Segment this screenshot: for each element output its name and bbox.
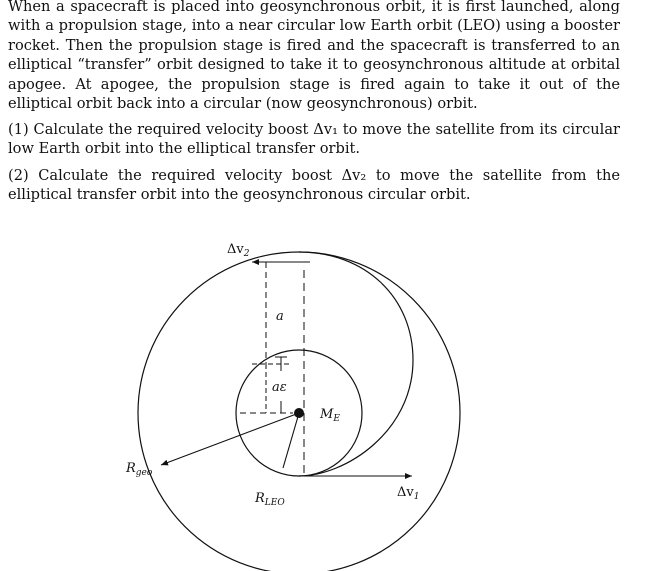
problem-intro: When a spacecraft is placed into geosynchronous orbit, it is first launched, along with a propulsion stage, into a near circular low Earth orbit (LEO) using a booster rocket. Then the propulsion stage is fired and the spacecraft is transferred to an elliptical “transfer” orbit designed to take it to geosynchronous altitude at orbital apogee. At apogee, the propulsion stage is fired again to take it out of the elliptical orbit back into a circular (now geosynchronous) orbit. bbox=[8, 0, 620, 113]
transfer-ellipse bbox=[299, 252, 413, 476]
rleo-label: $R_{LEO}$ bbox=[255, 491, 285, 508]
question-1: (1) Calculate the required velocity boost Δv₁ to move the satellite from its circular low Earth orbit into the elliptical transfer orbit. bbox=[8, 121, 620, 158]
me-label: $M_E$ bbox=[320, 407, 340, 424]
rleo-radius-line bbox=[283, 413, 299, 468]
rgeo-label: $R_{geo}$ bbox=[126, 461, 153, 478]
dv2-label: $\Delta v_2$ bbox=[227, 242, 250, 259]
question-2: (2) Calculate the required velocity boost Δv₂ to move the satellite from the elliptical transfer orbit into the geosynchronous circular orbit. bbox=[8, 167, 620, 204]
rgeo-radius-arrow bbox=[161, 413, 299, 465]
dv1-label: $\Delta v_1$ bbox=[397, 485, 420, 502]
ae-label: aε bbox=[272, 380, 287, 395]
a-label: a bbox=[276, 309, 284, 324]
